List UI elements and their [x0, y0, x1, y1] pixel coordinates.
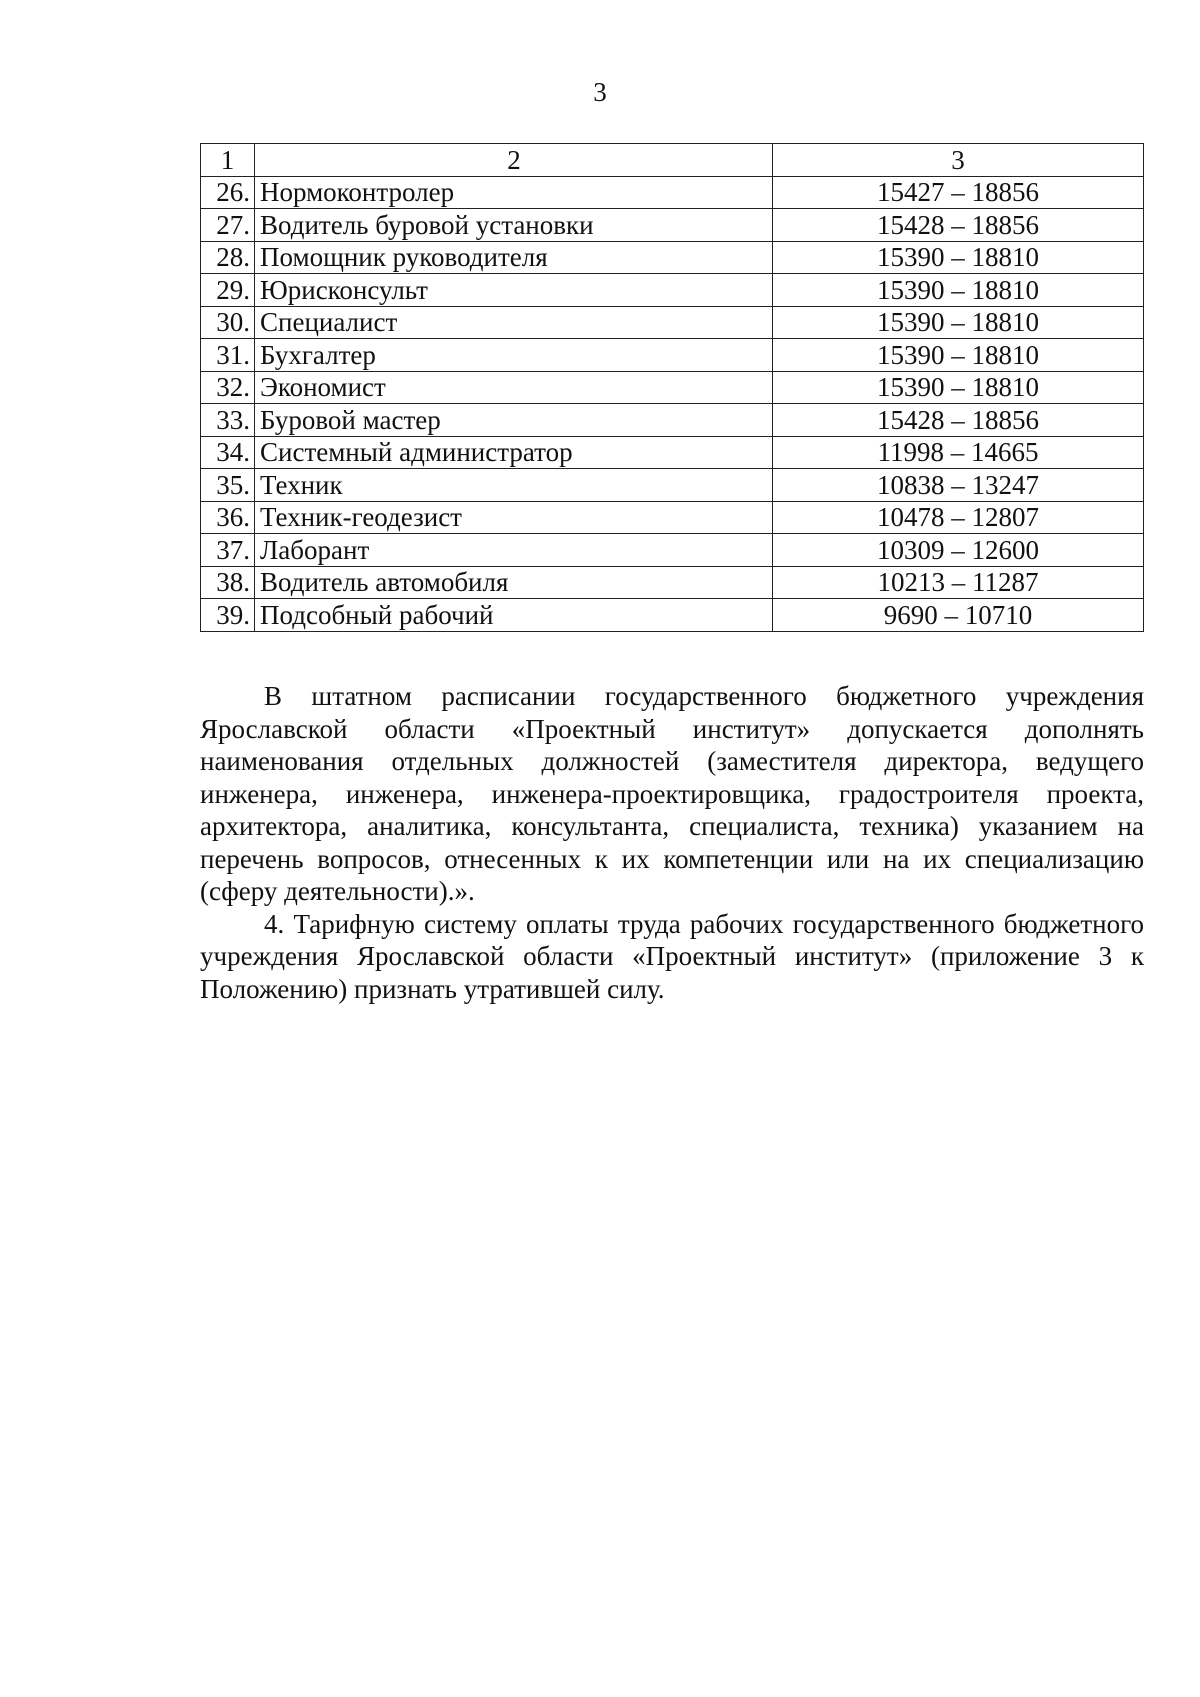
header-cell-position: 2: [255, 144, 773, 177]
row-salary-range: 15390 – 18810: [773, 306, 1144, 339]
row-position: Техник-геодезист: [255, 501, 773, 534]
row-position: Экономист: [255, 371, 773, 404]
row-salary-range: 15390 – 18810: [773, 241, 1144, 274]
page-number: 3: [593, 77, 607, 107]
table-row: [201, 176, 1144, 209]
row-position: Бухгалтер: [255, 339, 773, 372]
table-row: [201, 599, 1144, 632]
row-number: 28.: [201, 241, 255, 274]
row-number: 30.: [201, 306, 255, 339]
table-row: [201, 339, 1144, 372]
row-position: Системный администратор: [255, 436, 773, 469]
row-position: Водитель автомобиля: [255, 566, 773, 599]
row-salary-range: 15390 – 18810: [773, 339, 1144, 372]
row-position: Юрисконсульт: [255, 274, 773, 307]
row-position: Буровой мастер: [255, 404, 773, 437]
row-salary-range: 9690 – 10710: [773, 599, 1144, 632]
row-salary-range: 11998 – 14665: [773, 436, 1144, 469]
row-number: 35.: [201, 469, 255, 502]
row-number: 38.: [201, 566, 255, 599]
header-cell-salary: 3: [773, 144, 1144, 177]
header-cell-number: 1: [201, 144, 255, 177]
body-text: [200, 680, 1144, 1005]
paragraph-staffing-note: В штатном расписании государственного бюджетного учреждения Ярославской области «Проектный институт» допускается дополнять наименования отдельных должностей (заместителя директора, ведущего инженера, инженера, инженера-проектировщика, градостроителя проекта, архитектора, аналитика, консультанта, специалиста, техника) указанием на перечень вопросов, отнесенных к их компетенции или на их специализацию (сферу деятельности).».: [200, 681, 1144, 906]
table-row: [201, 501, 1144, 534]
table-row: [201, 534, 1144, 567]
row-position: Лаборант: [255, 534, 773, 567]
row-position: Подсобный рабочий: [255, 599, 773, 632]
row-position: Нормоконтролер: [255, 176, 773, 209]
table-row: [201, 469, 1144, 502]
table-row: [201, 241, 1144, 274]
row-number: 34.: [201, 436, 255, 469]
row-salary-range: 10213 – 11287: [773, 566, 1144, 599]
row-number: 26.: [201, 176, 255, 209]
row-number: 29.: [201, 274, 255, 307]
row-salary-range: 15427 – 18856: [773, 176, 1144, 209]
row-number: 27.: [201, 209, 255, 242]
row-salary-range: 10309 – 12600: [773, 534, 1144, 567]
row-number: 39.: [201, 599, 255, 632]
row-number: 33.: [201, 404, 255, 437]
row-position: Техник: [255, 469, 773, 502]
table-row: [201, 566, 1144, 599]
table-row: [201, 306, 1144, 339]
row-number: 31.: [201, 339, 255, 372]
row-salary-range: 15428 – 18856: [773, 404, 1144, 437]
row-salary-range: 10838 – 13247: [773, 469, 1144, 502]
table-row: [201, 209, 1144, 242]
table-row: [201, 404, 1144, 437]
paragraph-item-4: 4. Тарифную систему оплаты труда рабочих государственного бюджетного учреждения Ярославской области «Проектный институт» (приложение 3 к Положению) признать утратившей силу.: [200, 908, 1144, 1004]
table-header-row: [201, 144, 1144, 177]
row-position: Водитель буровой установки: [255, 209, 773, 242]
row-salary-range: 10478 – 12807: [773, 501, 1144, 534]
table-row: [201, 436, 1144, 469]
table-row: [201, 371, 1144, 404]
table-row: [201, 274, 1144, 307]
row-salary-range: 15390 – 18810: [773, 371, 1144, 404]
row-number: 36.: [201, 501, 255, 534]
salary-table: [200, 143, 1144, 632]
row-salary-range: 15428 – 18856: [773, 209, 1144, 242]
row-number: 37.: [201, 534, 255, 567]
row-salary-range: 15390 – 18810: [773, 274, 1144, 307]
row-number: 32.: [201, 371, 255, 404]
row-position: Специалист: [255, 306, 773, 339]
row-position: Помощник руководителя: [255, 241, 773, 274]
